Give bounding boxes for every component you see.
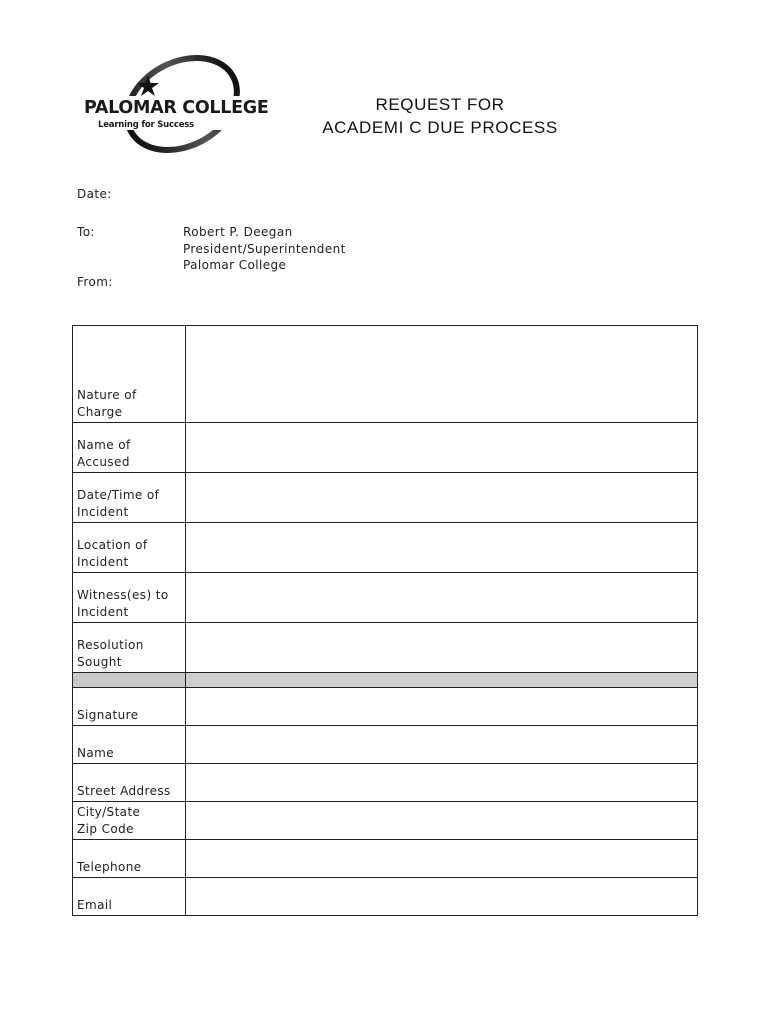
location-of-incident-field[interactable] bbox=[186, 523, 698, 573]
table-row bbox=[73, 878, 698, 916]
witnesses-to-incident-field[interactable] bbox=[186, 573, 698, 623]
table-row bbox=[73, 326, 698, 423]
location-of-incident-label: Location of Incident bbox=[73, 523, 186, 573]
table-row bbox=[73, 623, 698, 673]
section-divider-row bbox=[73, 673, 698, 688]
signature-field[interactable] bbox=[186, 688, 698, 726]
date-time-of-incident-label: Date/Time of Incident bbox=[73, 473, 186, 523]
email-field[interactable] bbox=[186, 878, 698, 916]
form-title-line-1: REQUEST FOR bbox=[375, 95, 505, 114]
table-row bbox=[73, 840, 698, 878]
table-row bbox=[73, 523, 698, 573]
name-label: Name bbox=[73, 726, 186, 764]
telephone-label: Telephone bbox=[73, 840, 186, 878]
table-row bbox=[73, 802, 698, 840]
palomar-college-logo bbox=[78, 52, 278, 162]
form-title-line-2: ACADEMI C DUE PROCESS bbox=[322, 118, 558, 137]
request-form-table bbox=[72, 325, 698, 916]
date-time-of-incident-field[interactable] bbox=[186, 473, 698, 523]
table-row bbox=[73, 473, 698, 523]
signature-label: Signature bbox=[73, 688, 186, 726]
name-of-accused-field[interactable] bbox=[186, 423, 698, 473]
resolution-sought-label: Resolution Sought bbox=[73, 623, 186, 673]
telephone-field[interactable] bbox=[186, 840, 698, 878]
witnesses-to-incident-label: Witness(es) to Incident bbox=[73, 573, 186, 623]
table-row bbox=[73, 688, 698, 726]
nature-of-charge-label: Nature of Charge bbox=[73, 326, 186, 423]
form-title bbox=[300, 93, 580, 139]
logo-name: PALOMAR COLLEGE bbox=[84, 98, 269, 118]
from-label: From: bbox=[77, 275, 113, 289]
logo-tagline: Learning for Success bbox=[98, 120, 194, 130]
street-address-field[interactable] bbox=[186, 764, 698, 802]
name-field[interactable] bbox=[186, 726, 698, 764]
date-label: Date: bbox=[77, 187, 112, 201]
section-divider-cell bbox=[186, 673, 698, 688]
recipient-title: President/Superintendent bbox=[183, 241, 346, 256]
nature-of-charge-field[interactable] bbox=[186, 326, 698, 423]
city-state-zip-label: City/State Zip Code bbox=[73, 802, 186, 840]
table-row bbox=[73, 423, 698, 473]
recipient-organization: Palomar College bbox=[183, 258, 287, 272]
table-row bbox=[73, 764, 698, 802]
street-address-label: Street Address bbox=[73, 764, 186, 802]
to-label: To: bbox=[77, 225, 95, 239]
resolution-sought-field[interactable] bbox=[186, 623, 698, 673]
table-row bbox=[73, 726, 698, 764]
table-row bbox=[73, 573, 698, 623]
email-label: Email bbox=[73, 878, 186, 916]
city-state-zip-field[interactable] bbox=[186, 802, 698, 840]
name-of-accused-label: Name of Accused bbox=[73, 423, 186, 473]
section-divider-cell bbox=[73, 673, 186, 688]
recipient-name: Robert P. Deegan bbox=[183, 225, 293, 239]
